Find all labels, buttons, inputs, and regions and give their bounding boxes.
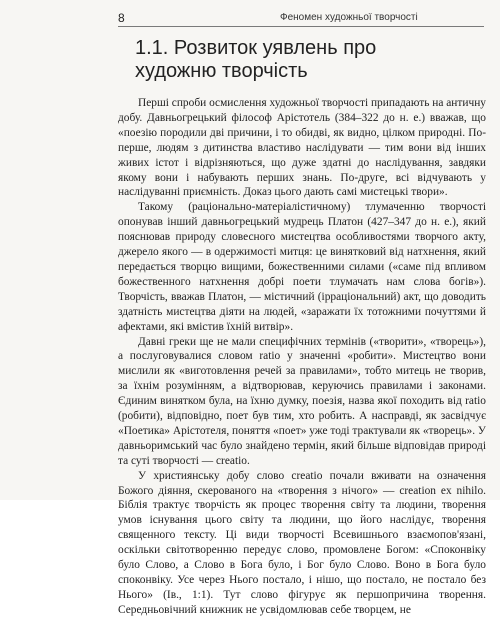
page-header <box>118 12 484 27</box>
running-title: Феномен художньої творчості <box>280 12 418 23</box>
paragraph: У християнську добу слово creatio почали вживати на означення Божого діяння, скерованого на «творення з нічого» — creation ex nihilo. Біблія трактує творчість як процес творення світу та людини, творення умов існування цього світу та людини, що його наслідує, творення священного тексту. Ці види творчості Всевишнього взаємопов'язані, оскільки світотворенню передує слово, промовлене Богом: «Споконвіку було Слово, а Слово в Бога було, і Бог було Слово. Воно в Бога було споконвіку. Усе через Нього постало, і нішо, що постало, не постало без Нього» (Ів., 1:1). Тут слово фігурує як першопричина творення. Середньовічний книжник не усвідомлював себе творцем, не <box>118 469 486 616</box>
section-title: 1.1. Розвиток уявлень про художню творчість <box>135 37 377 82</box>
page-number: 8 <box>118 11 125 25</box>
paragraph: Давні греки ще не мали специфічних термінів («творити», «творець»), а послуговувалися словом ratio у значенні «робити». Мистецтво вони мислили як «виготовлення речей за правилами», тобто митець не творив, за їхнім розумінням, а відтворював, керуючись правилами і законами. Єдиним винятком була, на їхню думку, поезія, назва якої походить від ratio (робити), відповідно, поет був тим, хто робить. А насправді, як засвідчує «Поетика» Арістотеля, поняття «поет» уже тоді трактували як «творець». У давньоримський час було знайдено термін, який більше відповідав природі та суті творчості — creatio. <box>118 335 486 467</box>
paragraph: Перші спроби осмислення художньої творчості припадають на античну добу. Давньогрецький філософ Арістотель (384–322 до н. е.) вважав, що «поезію породили дві причини, і то обидві, як видно, цілком природні. По-перше, людям з дитинства властиво наслідувати — тим вони від інших живих істот і відрізняються, що дуже здатні до наслідування, завдяки якому вони і набувають перших знань. По-друге, всі відчувають у наслідуванні приємність. Доказ цього дають самі мистецькі твори». <box>118 97 486 199</box>
paragraph: Такому (раціонально-матеріалістичному) тлумаченню творчості опонував інший давньогрецький мудрець Платон (427–347 до н. е.), який пояснював природу словесного мистецтва особливостями творчого акту, джерело якого — в одержимості митця: це винятковий від натхнення, який передається творцю вищими, божественними силами («саме під впливом божественного натхнення добрі поети тлумачать нам слова богів»). Творчість, вважав Платон, — містичний (ірраціональний) акт, що доводить здатність мистецтва діяти на людей, «заражати їх тотожними почуттями й афектами, які вмістив їхній витвір». <box>118 201 486 333</box>
body-text <box>118 96 486 618</box>
